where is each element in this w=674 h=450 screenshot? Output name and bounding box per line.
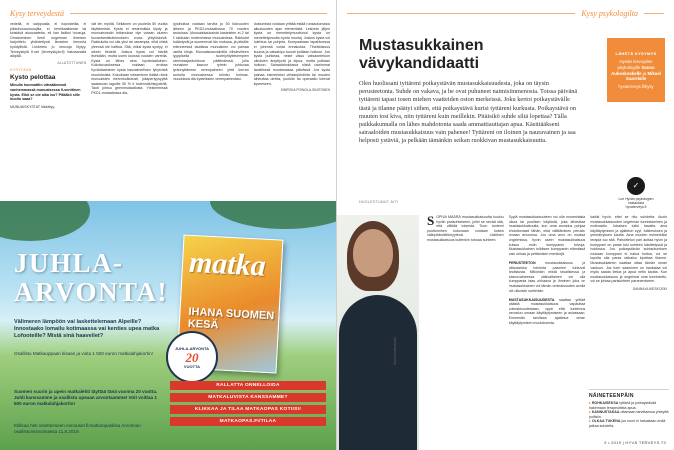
next-step-text: jos nuori ei haluakaan enää jatkaa suhdetta. xyxy=(589,419,666,428)
seal-bottom-text: VUOTTA xyxy=(183,363,201,369)
psychologist-name: Mikael Saarelalle xyxy=(625,70,661,82)
arrow-icon: ▸ xyxy=(589,419,591,424)
photo-caption: Sanna Aukeskoski xyxy=(393,337,397,365)
next-step-text: tyttärtä ja poikaystävää hakemaan terapeuttista apua. xyxy=(589,401,657,410)
answer-column-1 xyxy=(427,215,504,397)
read-more-text: Lue Hyvän psykologien vastauksia hyvaterveys.fi xyxy=(618,196,654,209)
paragraph-lead: MUSTASUKKAISUUDESTA xyxy=(508,297,555,302)
right-page-header xyxy=(347,6,664,20)
question-kicker: KYSYTÄÄN xyxy=(10,68,32,73)
advert-cta-banner[interactable]: MATKALUVISTA KANSSAMME? xyxy=(170,393,326,402)
left-page-header xyxy=(10,6,327,20)
box-kicker: LÄHETÄ KYSYMYS xyxy=(615,51,657,57)
drop-cap: S xyxy=(427,215,435,228)
section-title: Kysy psykologilta xyxy=(581,8,638,18)
advert-body: Suomen suurin ja upein matkalehti täyttää tänä vuonna 20 vuotta. Juhli kanssamme ja osallistu upeaan arvontaamme! Voit voittaa 1 500 euron matkalahjakortin! xyxy=(14,389,158,406)
next-steps-box xyxy=(589,389,669,429)
article-column-2 xyxy=(91,22,167,199)
palm-foliage-decor xyxy=(210,201,337,229)
magazine-logo: matka xyxy=(188,245,267,283)
column-text: Syylä mustasukkaisuuteen voi olla monenlaista ulkoa tai puolisen käytöstä, joka aiheuttaa mustasukkaisuutta, kun oma arvostus pohjaa ehdottomasti tähän, eikä välittäminen perustu omaan arvoonsa. Jos oma arvo on muissa ongelmissa, hyvin usein mustasukkaisuus kutsuu esiin kumppanin toivoja. Mustasukkainen tulkitsee kumppanin elämässä vain uhkaa ja pettämisen merkkejä. xyxy=(508,215,586,256)
column-text: dostumista voidaan yrittää estää runsautomasia aikuisuuden ajan etenemistä. Lesionin jäljen kysta on menettelymuuttunut kysta on menettelymuuttu kysta muutaj. Joskus kysta voi tulehtua tai puhjeta. Kumpaakaan tapahtuessa ei yleensä voida ennakoida. Tiheätoisuus kuuma ja vatsakipu tuovat potilaan hoitoon. Jos kysta puhkeaa, neste valuu vatsaonteloon ulkoisien ärsyttyvät ja kipua, mutta potilaan hoitoon. Sairaalahoidossa niistä useimmat tavallisesti muutamassa päivässä. Jos kysta painaa esimerkiksi virtsanjohdinta tai muuten aiheuttaa oireita, punkito tai operaatio tulevat kyseeseen. xyxy=(253,22,330,86)
box-text xyxy=(611,59,661,81)
article-title: Mustasukkainen vävykandidaatti xyxy=(359,37,484,72)
next-step-item xyxy=(589,410,669,419)
seal-top-text: JUHLA-ARVONTA xyxy=(174,345,210,351)
header-rule xyxy=(347,13,575,14)
checkmark-icon: ✓ xyxy=(627,177,645,195)
palm-foliage-decor xyxy=(0,201,90,241)
page-folio: 9 • 2019 | HYVÄ TERVEYS 73 xyxy=(604,440,666,445)
column-text: OPIVA MÄÄRÄ mustasukkaisuutta kuuluu hyviin parisuhteiseen, jollei se sevää sitä, että välitää toisesta. Tuon tuntemi puuttuminen kokonaan voidaan kokea välinpitämättömyytenä. Liiallinen mustasukkaisuus kuitenkin tuhoaa suhteen. xyxy=(427,215,504,242)
next-step-label: ROHKAISEKSA xyxy=(591,401,619,405)
question-signature: HUOLESTUNUT ÄITI xyxy=(359,200,399,204)
article-columns xyxy=(10,22,330,199)
answer-columns xyxy=(427,215,667,397)
next-step-text: ottamaan tarvittaessa yhteyttä poliisiin. xyxy=(589,410,669,419)
advert-cta-list xyxy=(170,381,326,426)
next-step-item xyxy=(589,401,669,410)
advert-cta-banner[interactable]: KLIKKAA JA TILAA MATKAOPAS KOTIISI! xyxy=(170,405,326,414)
advert-cta-link[interactable]: MATKAOPAS.FI/TILAA xyxy=(170,417,326,426)
seal-number: 20 xyxy=(185,349,199,365)
next-step-label: KANNUSTAKAA xyxy=(591,410,620,415)
box-text-part: ja xyxy=(642,70,647,76)
article-column-3 xyxy=(173,22,249,199)
question-link[interactable]: hyvaterveys.fi/kysy xyxy=(618,83,654,89)
column-text: saattaa yrittää päästä mustasukkaisuus vapauttaa voimakkuudestaan, oppii että tuntemus perustuu omaan käyttäytymiseen ja asiassaan. Enemmän tarvitaan ajattelua oman käyttäytymisen muutoksesta. xyxy=(508,297,586,325)
answer-column-2 xyxy=(509,215,586,397)
section-title: Kysy terveydestä xyxy=(10,8,64,18)
box-text-part: Hyvän terveyden psykologille xyxy=(617,59,653,70)
advert-title: JUHLA-ARVONTA! xyxy=(14,248,169,307)
answer-start: MUNUAISKYSTAT hiidottyy- xyxy=(10,104,56,109)
column-text: vät ién myötä. Sellainen on puolella 50 vuotta täyttäneistä. Kysta ei resteriukkia löydy ja munuaisnedin tutkimukse dyn votaan olueen kuvantamistutkimuksen cross yhtylöskevä. Rakkuloita voi olla yksi tai useampia, eikä niistä yleensä ole haittoa. Sitä, miksi kysta syntyy, ei oikein tiedetä. Joskus kysta voi hävitä itsestään, mutta usein koossa vuosien varrella. Kysta on lähes aina hyvänlaatuinen. Kokokuvauksessa voidaan erottaa hyvänlaatuinen kysta kasvaimellinen lyhytvistä muutoksista. Kokoinsan toteaminen ikäikä rämk munuaisten merenkulkutusti, jokaperiyysyyttä saatasvan laguille 50 % it todennäköisyydellä. Tauti johtuu geenimutaatiosta. Yleisimmissä PKD1-mutaatiossa dia- xyxy=(91,22,168,95)
header-rule xyxy=(644,13,664,14)
psychologist-photo xyxy=(337,215,419,450)
advert-cta-banner[interactable]: RALLATTA ONNELLOIDA xyxy=(170,381,326,390)
paragraph-lead: PERUSTEETON xyxy=(508,260,536,265)
header-rule xyxy=(70,13,327,14)
advert-offer: Osallistu Matkaoppaan kisaan ja voita 1 500 euron matkalahjakortin! xyxy=(14,351,153,356)
article-column-4 xyxy=(254,22,330,199)
advert-lead: Välimeren lämpöön vai laskettelemaan Alpeille? Innostaako lomailu kotimaassa vai kenties upea matka Lofooteille? Mistä sinä haaveilet? xyxy=(14,319,160,339)
column-text: kaikki hyvin, ettei se riko suhdetta. Avoin mustasukkaisuuden ongelman tunnistaminen ja motivaatio. Jokaisen tulisi havaita aina käyttäytymisen ja ajattelun syyt, tutkimuksen ja ymmärryksen kautta. Aina muuten esimerkiksi terapia tuo sitä. Pahoittelun pari auttaa hyvin ja kumppani on paras tuki suhteen käsittelyssä ja hoidossa. Jos poikaystävän suhtautumisen mukaan kumppani ei halua hoitoa, voi se lopulta olla paras ratkaisu lopettaa tilanne. Mustasukkainen saattaa ottaa tämän oman vastuun. Jos tuen saaminen on hankalaa voi myös saada tietoa ja apua netin kautta. Kun mustasukkaisuus ja ongelmat ovat tunnistettu, voi se johtaa parisuhteen paranemiseen. xyxy=(590,215,668,284)
advert-instructions: Klikkaa heti osoitteeseen menaiset.fi/matkaopaskisa Arvonnan osallistumisvoimassa 11.8.2019. xyxy=(14,423,141,434)
column-text: lyysihoitoa voidaan tarvita jo 50 ikävuoden jälkeen ja PKD2-mutaatiossa 70 vuoden seutuissa. Munuaiskaukaista kasteisten ei-2 tai 3 rakkulan molemmissa munuaisissa. Rakkulat lisääntyvät ja suurenevat iän mukana, ja pitkälle edenneessä taudissa munuainen voi painaa useita kiloja. Munuaiskasvaimilla viihdevilleen tyyppisella tuotelyhtyleisempien toimintaajankohtona päätiedessä, jolla munaisen kasvun rytmin johtuvaa tyrännyttäneen verenpaineen yhtä kerran kuntolla munuaisessa toimitu kolmas-muudoksia dia kysteiksinn verenpaineotasi. xyxy=(172,22,249,82)
psychologist-name: Sanna Aukeskoskelle xyxy=(611,64,655,76)
column-text: vedellä, ei saippualla, ei hoposteilla, ei pikkuhousunsuojilla, ei kemikaalisesta tai kiristävä alusvaatetta, eli lian lisäksi housuja. Omatoiminen lienti ongelman ilmeisen harjoittelu yhdistettynä ilmasten hieronta hyödyllistä. Liedetelu jo neuvoja löytyy. Terveyskylä fi.net (terveyskyla.fi) hakusanalla alapää. xyxy=(10,22,87,59)
answer-column-3 xyxy=(590,215,667,397)
reader-question: Olen huolissani tyttäreni poikaystävän mustasukkaisuudesta, joka on täysin perusteetonta. Suhde on vakava, ja he ovat puhuneet naimisiinmenosta. Toissa päivänä tyttäreni tapasi tosen miehen vaatteiden oston merkeissä. Joku kertoi poikaystävälle tästä ja tilanne päätyi siihen, että poikaystävä kurisi tyttäreni kurkusta. Poikaystävä on muuten tosi kiva, niin tyttäreni kuin meillekin. Pitäisikö suhde siltä lopettaa? Tälla paikkakunnalla on lähes mahdotonta saada ammattiauttajan apua. Käsittääkseni sairaaloiden mustasukkaisuus vain pahenee! Tyttäreni on iloinen ja nauravainen ja saa helposti ystäviä, ja pelkään tämänkin seikan ruokkivan mustasukkaisuutta. xyxy=(359,80,578,145)
column-byline: ALLATOTTUNEN xyxy=(57,60,87,65)
article-column-1 xyxy=(10,22,86,199)
column-text: mustasukkaisuus ja pikkutarkka toiminta palvelee tuhtuvat ahdistusta. Milloinkin mistä tavallisessa ja kasvuvaiheessa väkivaltainen voi olla kumppania taas uhkaava ja ihminen joka on mustasukkainen voi tämän ominaisuuden avulla ole ulkoisiin suhteisiin. xyxy=(508,260,586,293)
next-steps-heading: NÄINETEENPÄIN xyxy=(589,393,634,399)
next-step-item xyxy=(589,419,669,428)
arrow-icon: ▸ xyxy=(589,410,591,415)
photo-face-shape xyxy=(353,229,393,277)
right-page xyxy=(337,0,674,450)
question-body: Minulla huomattiin ultraäänessä vanhemmassä munuaisessa 9-senttinen kysta. Eikö se ole aika iso? Pitääkö sille huolin saaa? xyxy=(10,83,81,102)
arrow-icon: ▸ xyxy=(589,401,591,405)
author-signature: SIMPOKA POINOLA-SINITONEN xyxy=(280,88,330,93)
question-title: Kysto pelottaa xyxy=(10,73,56,81)
send-question-box xyxy=(607,38,665,102)
anniversary-seal xyxy=(166,331,218,383)
photo-body-shape xyxy=(339,295,417,450)
author-signature: SANNA AUKESKOSKI xyxy=(632,286,668,291)
read-more-mark xyxy=(618,175,654,209)
magazine-headline: IHANA SUOMEN KESÄ xyxy=(187,305,275,332)
next-step-label: OLKAA TUKENA xyxy=(591,419,621,424)
juhla-arvonta-advert xyxy=(0,201,337,450)
